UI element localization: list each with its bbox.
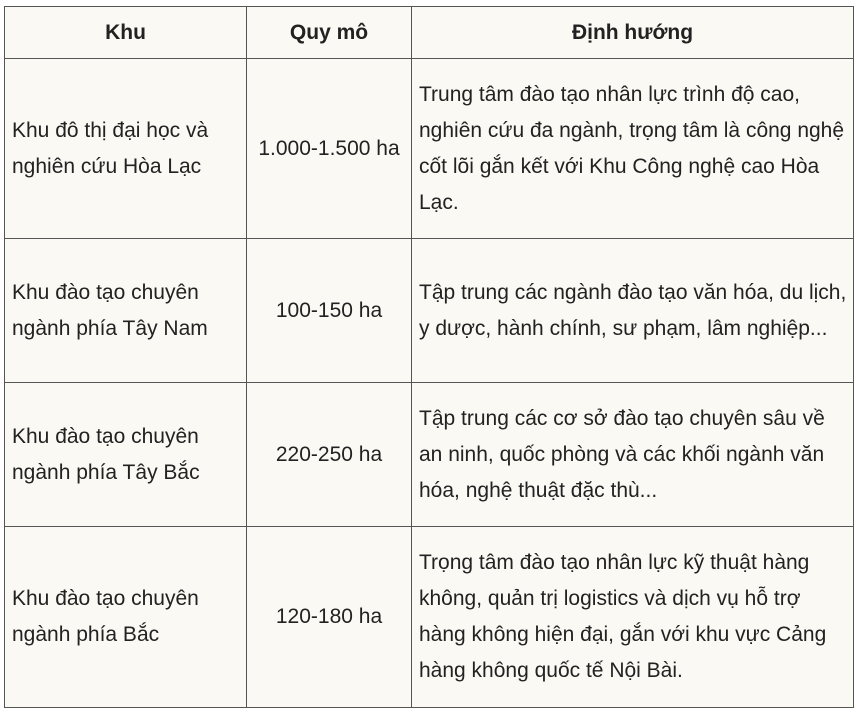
cell-quy-mo: 220-250 ha [247, 383, 412, 527]
zones-table [4, 6, 854, 708]
header-row [5, 7, 854, 59]
cell-quy-mo: 120-180 ha [247, 527, 412, 708]
header-quy-mo: Quy mô [247, 7, 412, 59]
header-khu: Khu [5, 7, 247, 59]
cell-khu: Khu đô thị đại học và nghiên cứu Hòa Lạc [5, 59, 247, 239]
table-row [5, 383, 854, 527]
cell-quy-mo: 100-150 ha [247, 239, 412, 383]
table-row [5, 59, 854, 239]
header-dinh-huong: Định hướng [412, 7, 854, 59]
table-row [5, 239, 854, 383]
cell-quy-mo: 1.000-1.500 ha [247, 59, 412, 239]
cell-dinh-huong: Trung tâm đào tạo nhân lực trình độ cao, nghiên cứu đa ngành, trọng tâm là công nghệ cốt lõi gắn kết với Khu Công nghệ cao Hòa Lạc. [412, 59, 854, 239]
cell-dinh-huong: Tập trung các ngành đào tạo văn hóa, du lịch, y dược, hành chính, sư phạm, lâm nghiệp... [412, 239, 854, 383]
table-row [5, 527, 854, 708]
cell-khu: Khu đào tạo chuyên ngành phía Bắc [5, 527, 247, 708]
cell-dinh-huong: Trọng tâm đào tạo nhân lực kỹ thuật hàng không, quản trị logistics và dịch vụ hỗ trợ hàng không hiện đại, gắn với khu vực Cảng hàng không quốc tế Nội Bài. [412, 527, 854, 708]
cell-dinh-huong: Tập trung các cơ sở đào tạo chuyên sâu về an ninh, quốc phòng và các khối ngành văn hóa, nghệ thuật đặc thù... [412, 383, 854, 527]
cell-khu: Khu đào tạo chuyên ngành phía Tây Bắc [5, 383, 247, 527]
cell-khu: Khu đào tạo chuyên ngành phía Tây Nam [5, 239, 247, 383]
